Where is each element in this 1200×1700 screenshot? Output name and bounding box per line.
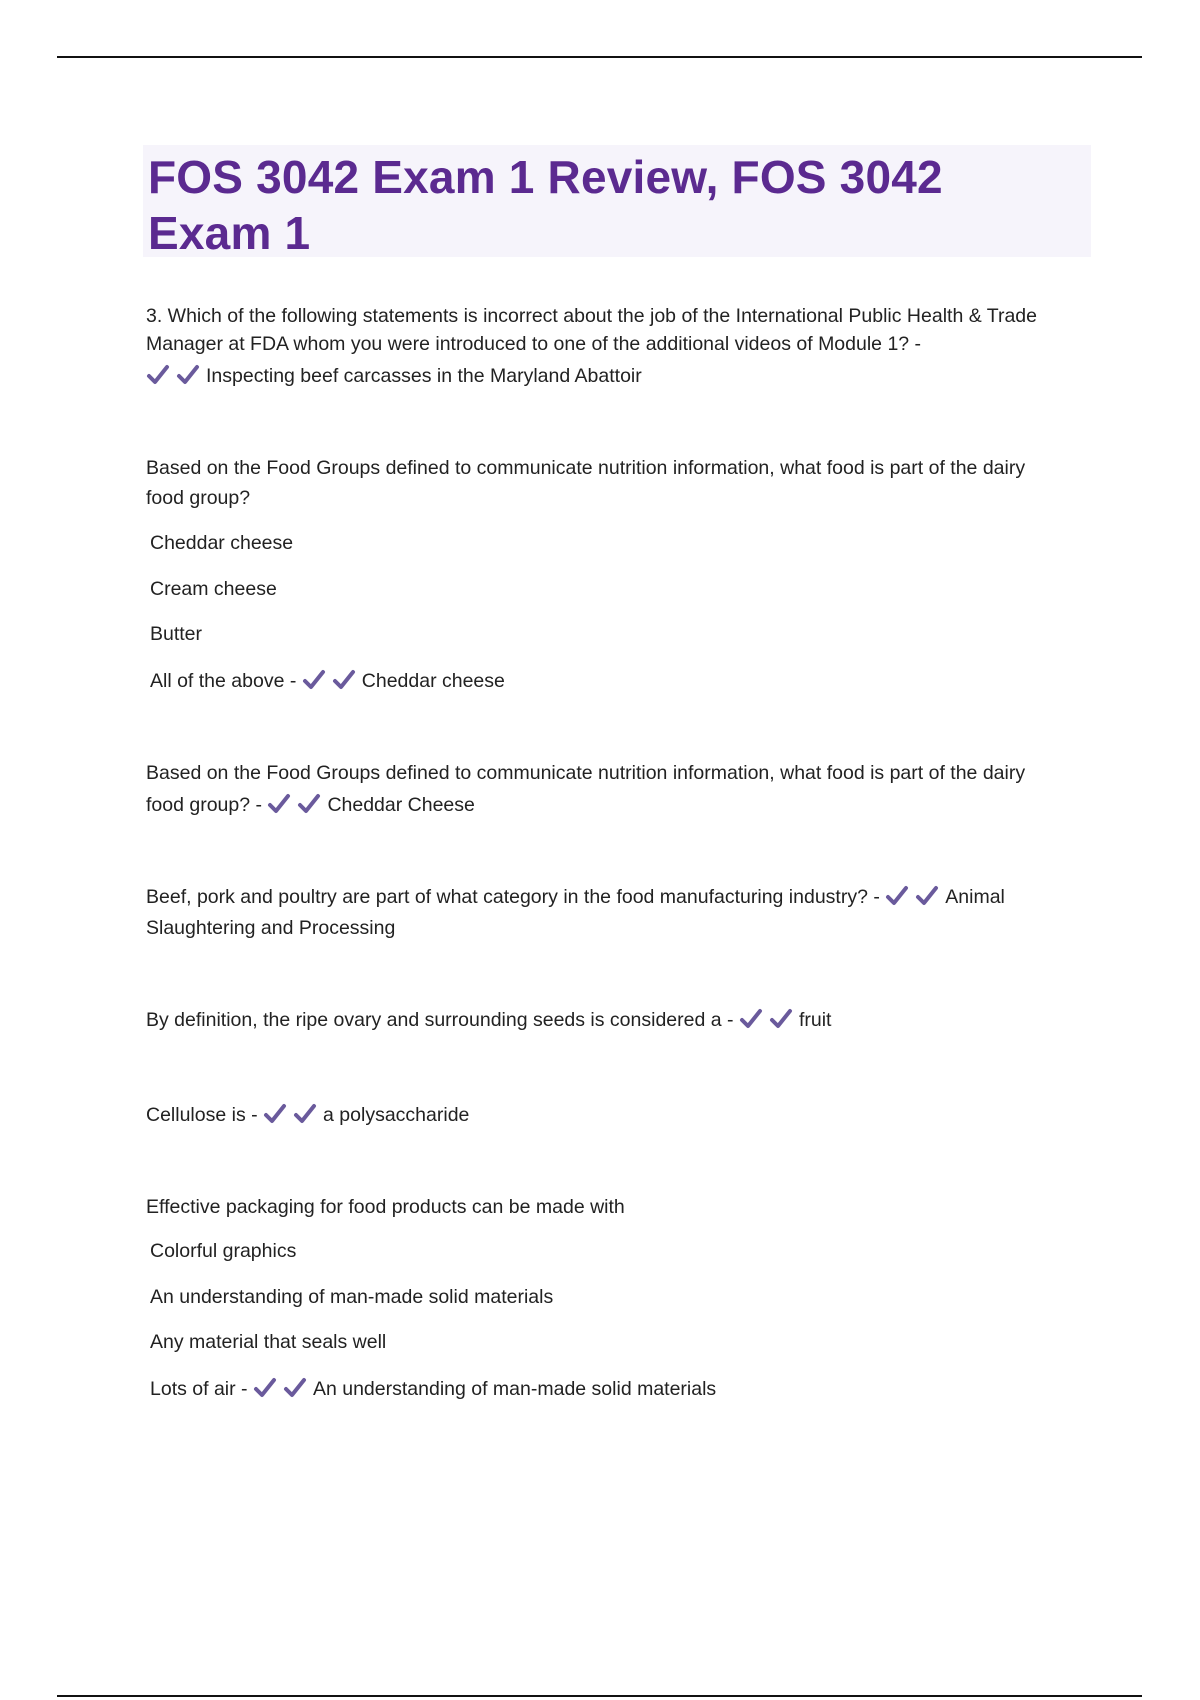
qa-item [146,1005,1096,1035]
title-banner [143,145,1091,257]
answer-text: Slaughtering and Processing [146,917,396,939]
answer-line [150,666,505,696]
checkmark-icon [146,364,170,386]
qa-item [146,453,1096,692]
question-text: By definition, the ripe ovary and surrounding seeds is considered a - [146,1009,734,1031]
checkmark-icon [302,669,326,691]
answer-line [146,1005,1096,1035]
answer-text: a polysaccharide [323,1104,470,1126]
qa-item [146,882,1096,943]
question-text: 3. Which of the following statements is incorrect about the job of the International Public Health & Trade [146,305,1037,327]
checkmark-icon [263,1103,287,1125]
question-text: food group? - [146,794,263,816]
question-text: Effective packaging for food products can be made with [146,1196,625,1218]
option-item: Colorful graphics [150,1240,297,1262]
option-item: Cheddar cheese [150,532,294,554]
qa-item [146,1100,1096,1130]
question-text: Based on the Food Groups defined to communicate nutrition information, what food is part of the dairy [146,457,1026,479]
option-item: An understanding of man-made solid materials [150,1286,554,1308]
document-title [148,149,1086,261]
option-item: Cream cheese [150,578,277,600]
option-item: Butter [150,623,203,645]
checkmark-icon [885,885,909,907]
title-line-1: FOS 3042 Exam 1 Review, FOS 3042 [148,151,943,203]
question-text: Beef, pork and poultry are part of what category in the food manufacturing industry? - [146,886,880,908]
option-item: Any material that seals well [150,1331,387,1353]
checkmark-icon [739,1008,763,1030]
title-line-2: Exam 1 [148,207,311,259]
bottom-rule [57,1695,1142,1697]
checkmark-icon [293,1103,317,1125]
checkmark-icon [297,793,321,815]
question-text: food group? [146,487,251,509]
answer-line [146,1100,1096,1130]
answer-line [146,882,1096,913]
answer-text: Cheddar Cheese [327,794,475,816]
answer-line [146,361,1096,391]
option-item: Lots of air - [150,1378,248,1400]
qa-item [146,301,1096,391]
option-item: All of the above - [150,670,297,692]
checkmark-icon [283,1377,307,1399]
question-text: Cellulose is - [146,1104,258,1126]
answer-line [150,1374,716,1404]
checkmark-icon [267,793,291,815]
answer-text: Animal [945,886,1005,908]
answer-line [146,790,1096,820]
checkmark-icon [915,885,939,907]
answer-text: fruit [798,1009,832,1031]
answer-text: Cheddar cheese [361,670,505,692]
question-text: Manager at FDA whom you were introduced to one of the additional videos of Module 1? - [146,333,922,355]
checkmark-icon [332,669,356,691]
qa-item [146,1192,1096,1400]
question-text: Based on the Food Groups defined to communicate nutrition information, what food is part of the dairy [146,762,1026,784]
top-rule [57,56,1142,58]
answer-text: An understanding of man-made solid materials [312,1378,717,1400]
checkmark-icon [769,1008,793,1030]
checkmark-icon [253,1377,277,1399]
answer-text: Inspecting beef carcasses in the Maryland Abattoir [206,365,642,387]
checkmark-icon [176,364,200,386]
qa-item [146,758,1096,820]
